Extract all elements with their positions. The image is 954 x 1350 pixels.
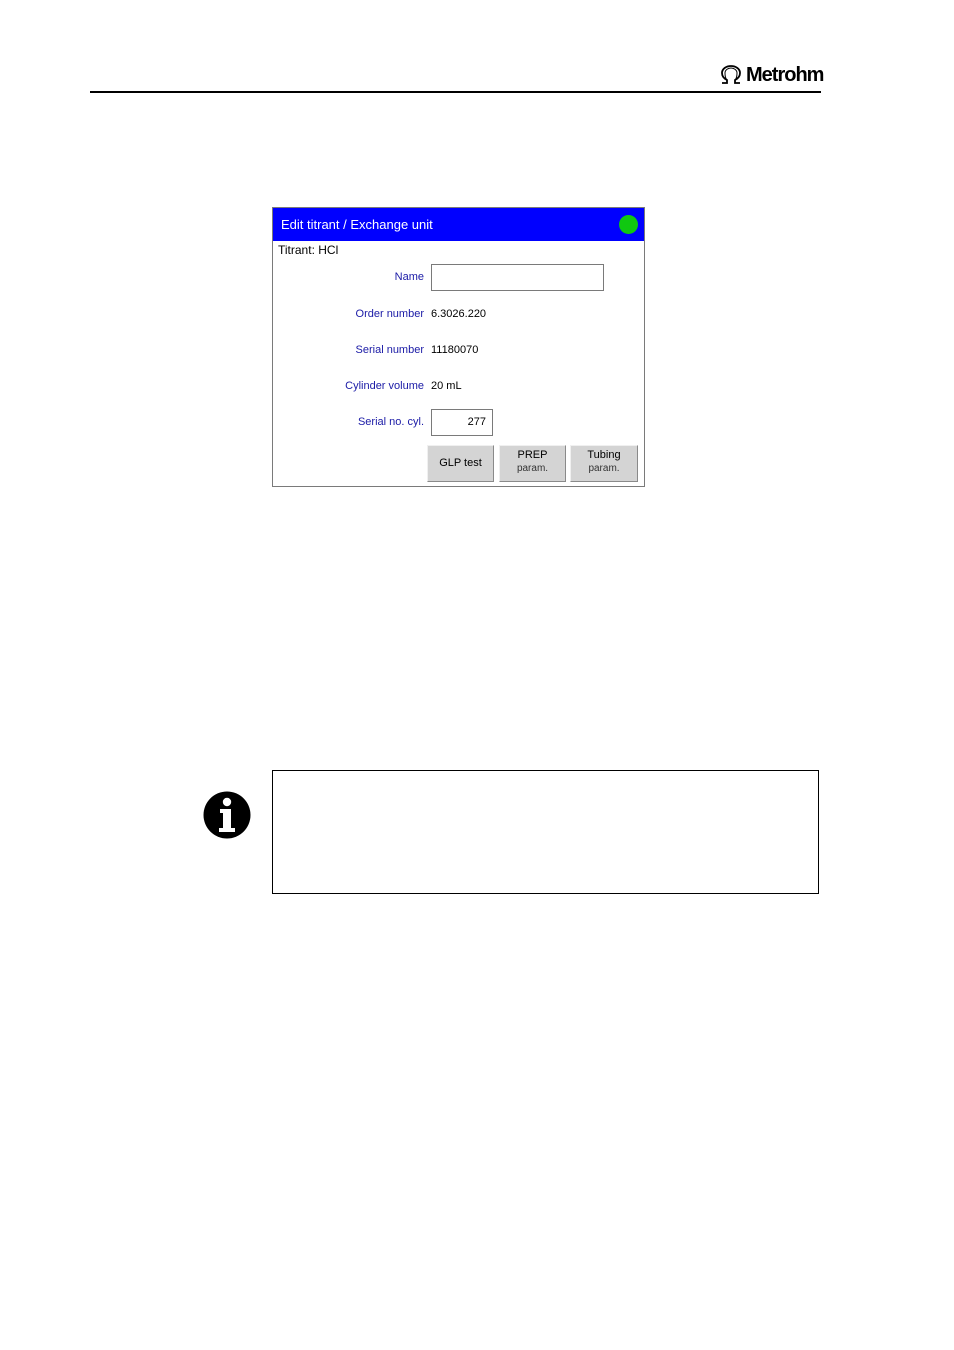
glp-test-label: GLP test: [439, 457, 482, 469]
title-bar: [273, 208, 644, 241]
tubing-sub-label: param.: [588, 463, 620, 474]
screen-title: Edit titrant / Exchange unit: [281, 217, 433, 232]
omega-logo-icon: [719, 65, 743, 85]
name-input[interactable]: [431, 264, 604, 291]
serial-no-cyl-label: Serial no. cyl.: [357, 416, 424, 428]
prep-label: PREP: [517, 449, 548, 461]
metrohm-logo: [719, 63, 823, 87]
cylinder-volume-value: 20 mL: [431, 380, 462, 392]
titrant-label: Titrant: HCl: [278, 243, 339, 257]
serial-number-value: 11180070: [431, 344, 479, 356]
prep-sub-label: param.: [516, 463, 549, 474]
glp-test-button[interactable]: [427, 445, 494, 482]
name-label: Name: [394, 271, 424, 283]
order-number-value: 6.3026.220: [431, 308, 487, 320]
note-box: [272, 770, 819, 894]
header-rule: [90, 91, 821, 93]
tubing-label: Tubing: [587, 449, 621, 461]
prep-param-button[interactable]: [499, 445, 566, 482]
brand-name: Metrohm: [746, 63, 824, 86]
serial-number-label: Serial number: [355, 344, 424, 356]
cylinder-volume-label: Cylinder volume: [345, 380, 424, 392]
serial-no-cyl-input[interactable]: 277: [431, 409, 493, 436]
device-screen: [272, 207, 645, 487]
status-indicator-icon: [619, 215, 638, 234]
tubing-param-button[interactable]: [570, 445, 638, 482]
order-number-label: Order number: [355, 308, 424, 320]
info-icon: [203, 791, 251, 839]
